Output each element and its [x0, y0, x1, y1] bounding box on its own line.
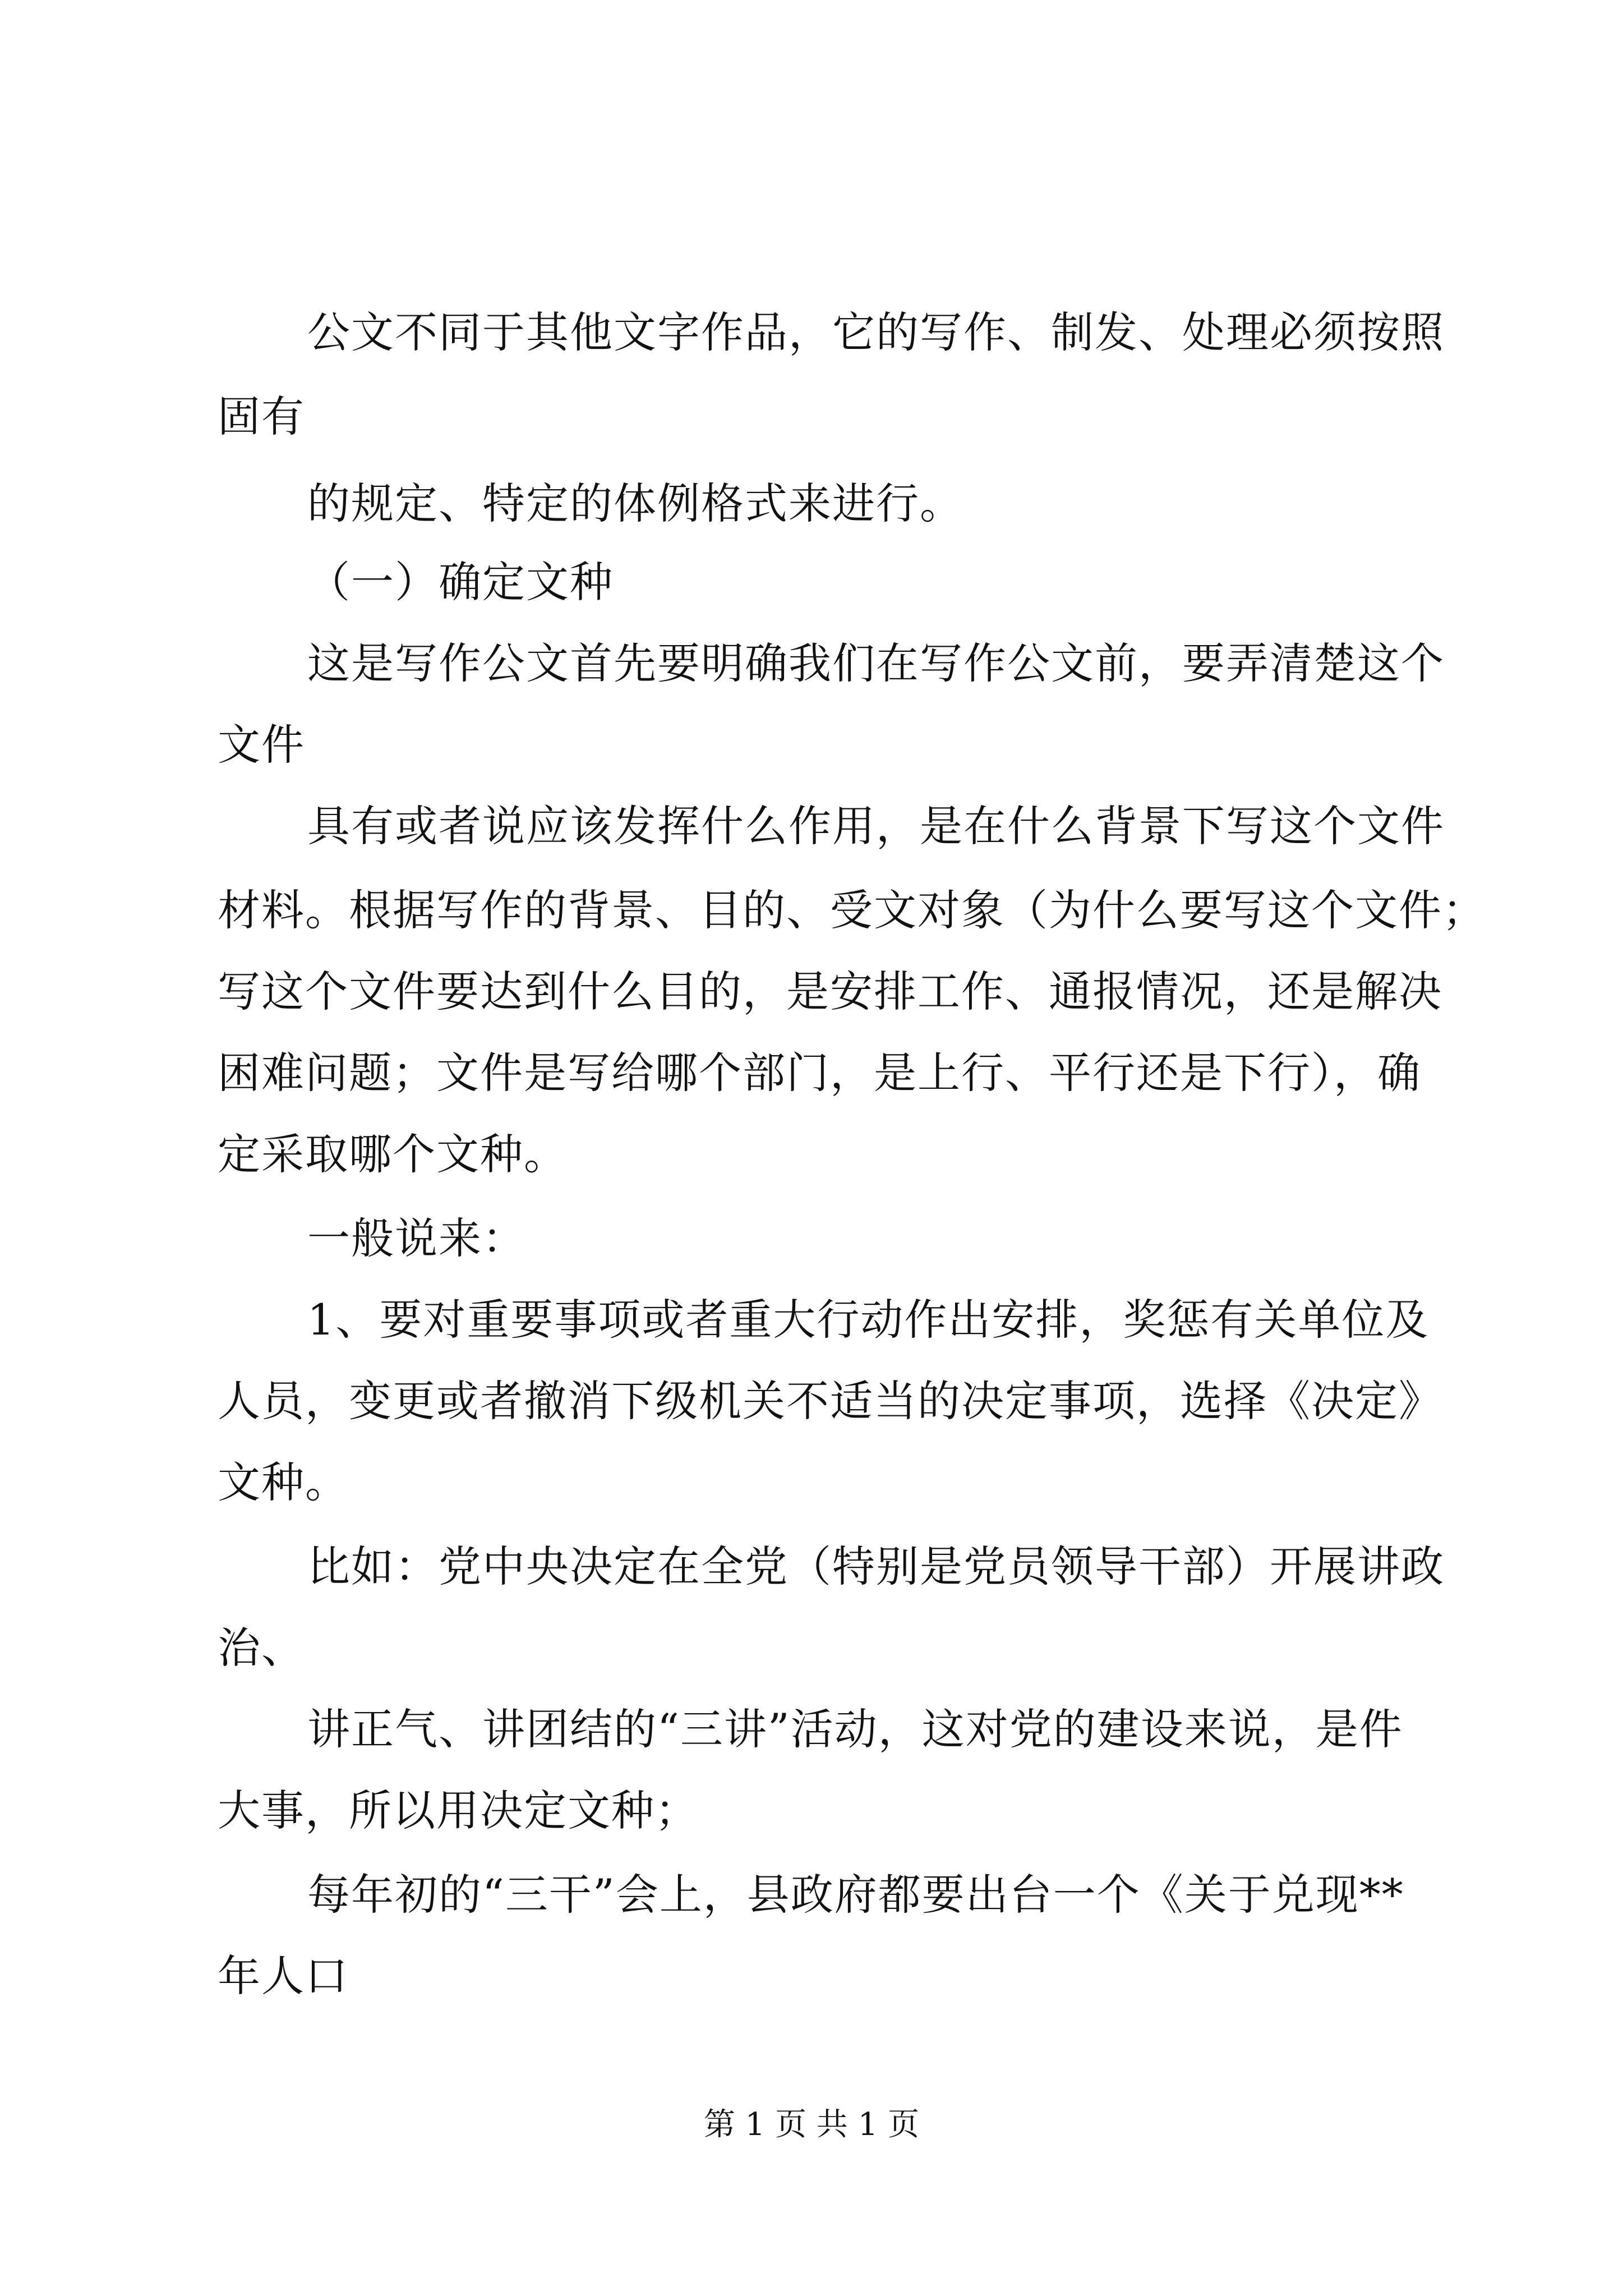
text-line: 人员，变更或者撤消下级机关不适当的决定事项，选择《决定》: [218, 1376, 1442, 1426]
text-line: 公文不同于其他文字作品，它的写作、制发、处理必须按照: [307, 307, 1445, 357]
text-line: 比如：党中央决定在全党（特别是党员领导干部）开展讲政: [307, 1542, 1445, 1591]
text-line: 一般说来：: [307, 1213, 526, 1263]
text-line: 这是写作公文首先要明确我们在写作公文前，要弄清楚这个: [307, 638, 1445, 688]
text-line: 讲正气、讲团结的“三讲”活动，这对党的建设来说，是件: [307, 1704, 1403, 1754]
text-line: 困难问题；文件是写给哪个部门，是上行、平行还是下行），确: [218, 1048, 1421, 1098]
text-line: 治、: [218, 1623, 305, 1673]
text-line: 具有或者说应该发挥什么作用，是在什么背景下写这个文件: [307, 801, 1445, 851]
text-line: 的规定、特定的体例格式来进行。: [307, 478, 963, 528]
text-line: 每年初的“三干”会上，县政府都要出台一个《关于兑现**: [307, 1870, 1404, 1920]
text-line: 1、要对重要事项或者重大行动作出安排，奖惩有关单位及: [307, 1295, 1430, 1345]
text-line: 定采取哪个文种。: [218, 1129, 568, 1179]
section-heading: （一）确定文种: [307, 557, 614, 607]
text-line: 年人口: [218, 1951, 349, 2001]
page-footer: 第 1 页 共 1 页: [703, 2106, 920, 2143]
text-line: 写这个文件要达到什么目的，是安排工作、通报情况，还是解决: [218, 967, 1442, 1016]
text-line: 文件: [218, 720, 305, 770]
text-line: 文种。: [218, 1457, 349, 1507]
text-line: 材料。根据写作的背景、目的、受文对象（为什么要写这个文件；: [218, 885, 1486, 935]
text-line: 固有: [218, 392, 305, 441]
text-line: 大事，所以用决定文种；: [218, 1786, 699, 1835]
